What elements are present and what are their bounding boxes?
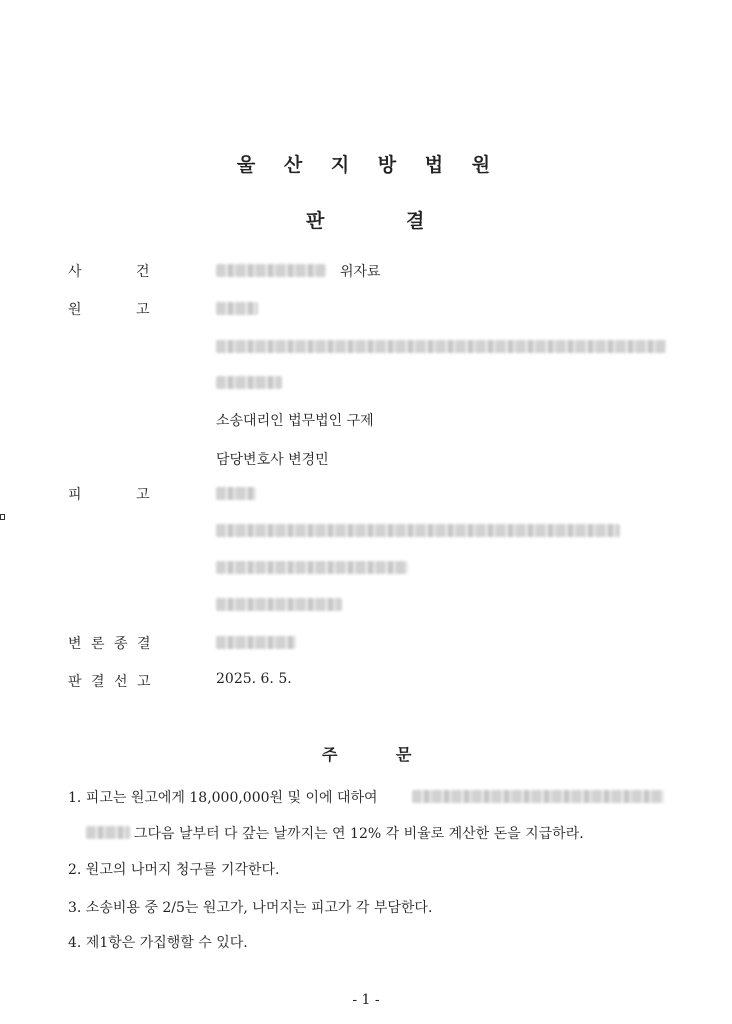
redacted-plaintiff-address-2 (216, 376, 282, 389)
order-title-char-2: 문 (396, 745, 412, 764)
verdict-date-label: 판 결 선 고 (68, 674, 151, 690)
order-item-2: 2. 원고의 나머지 청구를 기각한다. (68, 862, 280, 878)
closing-label: 변 론 종 결 (68, 636, 151, 652)
order-title (0, 742, 732, 766)
order-item-3: 3. 소송비용 중 2/5는 원고가, 나머지는 피고가 각 부담한다. (68, 900, 433, 916)
case-value: 위자료 (340, 264, 381, 280)
redacted-defendant-address (216, 524, 620, 537)
redacted-case-number (216, 264, 326, 277)
order-title-char-1: 주 (322, 745, 338, 764)
order-item-1-line-1: 1. 피고는 원고에게 18,000,000원 및 이에 대하여 (68, 790, 378, 806)
margin-mark (0, 514, 5, 520)
redacted-defendant-address-2 (216, 561, 408, 574)
redacted-defendant-address-3 (216, 598, 342, 611)
title-char-1: 판 (306, 210, 325, 232)
order-item-1-line-2: 그다음 날부터 다 갚는 날까지는 연 12% 각 비율로 계산한 돈을 지급하라. (134, 826, 584, 842)
plaintiff-agent: 소송대리인 법무법인 구제 (216, 413, 374, 429)
verdict-date-value: 2025. 6. 5. (216, 671, 292, 687)
court-name: 울 산 지 방 법 원 (236, 154, 502, 176)
plaintiff-label: 원 고 (68, 302, 150, 318)
title-char-2: 결 (406, 210, 425, 232)
case-label: 사 건 (68, 264, 150, 280)
redacted-closing-date (216, 636, 296, 649)
redacted-order-date-2 (86, 826, 130, 839)
redacted-order-date (412, 790, 664, 803)
document-title (0, 206, 732, 232)
redacted-plaintiff-address (216, 340, 666, 353)
order-item-4: 4. 제1항은 가집행할 수 있다. (68, 935, 248, 951)
defendant-label: 피 고 (68, 487, 150, 503)
page-number: - 1 - (352, 992, 380, 1008)
plaintiff-attorney: 담당변호사 변경민 (216, 452, 329, 468)
redacted-plaintiff-name (216, 302, 258, 315)
redacted-defendant-name (216, 487, 256, 500)
